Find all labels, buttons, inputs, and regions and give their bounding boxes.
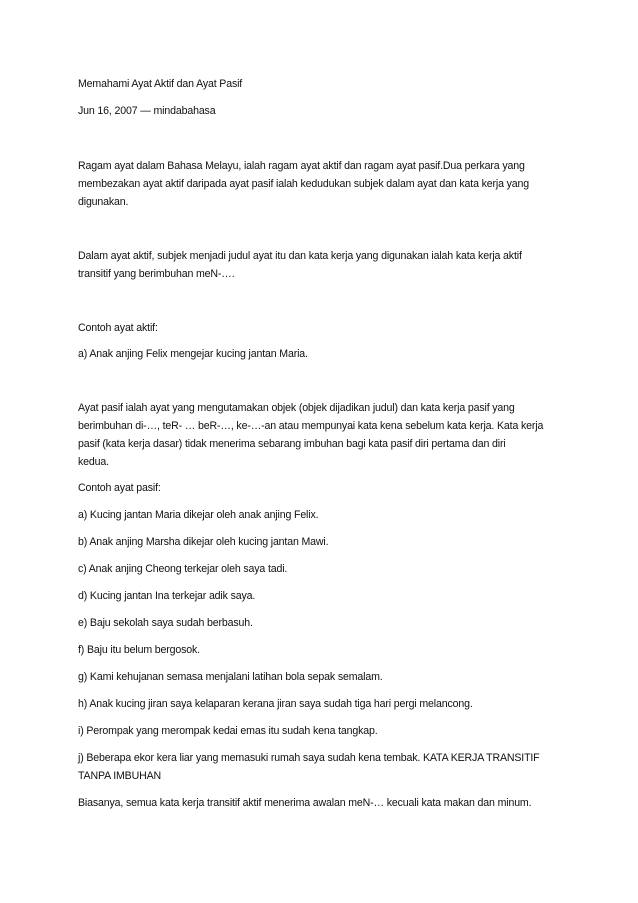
pasif-example-j-line-2: TANPA IMBUHAN (78, 770, 162, 782)
paragraph-pasif-line-1: Ayat pasif ialah ayat yang mengutamakan objek (objek dijadikan judul) dan kata kerja pasif yang (78, 402, 515, 414)
paragraph-aktif-line-1: Dalam ayat aktif, subjek menjadi judul ayat itu dan kata kerja yang digunakan ialah kata kerja aktif (78, 250, 522, 262)
aktif-example-a: a) Anak anjing Felix mengejar kucing jantan Maria. (78, 348, 308, 360)
paragraph-intro-line-2: membezakan ayat aktif daripada ayat pasif ialah kedudukan subjek dalam ayat dan kata kerja yang (78, 178, 529, 190)
paragraph-aktif-line-2: transitif yang berimbuhan meN-…. (78, 268, 235, 280)
pasif-example-item: b) Anak anjing Marsha dikejar oleh kucing jantan Mawi. (78, 536, 329, 548)
paragraph-intro-line-1: Ragam ayat dalam Bahasa Melayu, ialah ragam ayat aktif dan ragam ayat pasif.Dua perkara yang (78, 160, 525, 172)
pasif-example-j-line-1: j) Beberapa ekor kera liar yang memasuki rumah saya sudah kena tembak. KATA KERJA TRANSITIF (78, 752, 540, 764)
document-title: Memahami Ayat Aktif dan Ayat Pasif (78, 78, 243, 90)
pasif-example-item: f) Baju itu belum bergosok. (78, 644, 200, 656)
closing-paragraph: Biasanya, semua kata kerja transitif aktif menerima awalan meN-… kecuali kata makan dan minum. (78, 797, 532, 809)
pasif-example-heading: Contoh ayat pasif: (78, 482, 161, 494)
pasif-example-item: e) Baju sekolah saya sudah berbasuh. (78, 617, 253, 629)
pasif-example-item: d) Kucing jantan Ina terkejar adik saya. (78, 590, 256, 602)
paragraph-pasif-line-2: berimbuhan di-…, teR- … beR-…, ke-…-an atau mempunyai kata kena sebelum kata kerja. Kata kerja (78, 420, 544, 432)
paragraph-intro-line-3: digunakan. (78, 196, 129, 208)
paragraph-pasif-line-4: kedua. (78, 456, 109, 468)
pasif-example-item: i) Perompak yang merompak kedai emas itu sudah kena tangkap. (78, 725, 378, 737)
paragraph-pasif-line-3: pasif (kata kerja dasar) tidak menerima sebarang imbuhan bagi kata pasif diri pertama dan diri (78, 438, 506, 450)
aktif-example-heading: Contoh ayat aktif: (78, 322, 158, 334)
pasif-example-item: c) Anak anjing Cheong terkejar oleh saya tadi. (78, 563, 288, 575)
pasif-example-item: h) Anak kucing jiran saya kelaparan kerana jiran saya sudah tiga hari pergi melancong. (78, 698, 473, 710)
byline: Jun 16, 2007 — mindabahasa (78, 105, 216, 117)
pasif-example-item: g) Kami kehujanan semasa menjalani latihan bola sepak semalam. (78, 671, 383, 683)
pasif-example-item: a) Kucing jantan Maria dikejar oleh anak anjing Felix. (78, 509, 319, 521)
